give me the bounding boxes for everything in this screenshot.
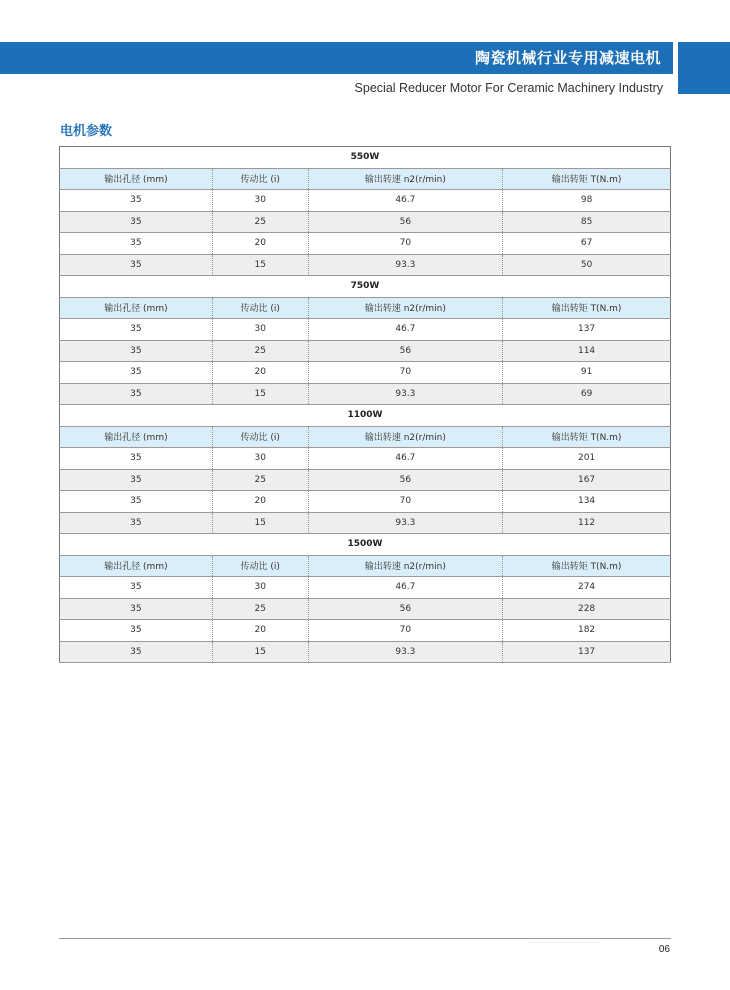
table-row (60, 469, 671, 491)
column-header: 输出转速 n2(r/min) (308, 426, 503, 448)
table-cell: 50 (503, 254, 671, 276)
table-cell: 35 (130, 367, 142, 378)
power-group-row (60, 147, 671, 169)
table-cell: 228 (503, 598, 671, 620)
table-cell: 56 (308, 211, 503, 233)
table-cell: 20 (212, 491, 308, 513)
table-cell: 70 (308, 620, 503, 642)
table-cell: 35 (60, 254, 213, 276)
table-cell: 35 (130, 238, 142, 249)
table-row (60, 577, 671, 599)
table-cell: 35 (130, 453, 142, 464)
column-header: 输出孔径 (mm) (60, 168, 213, 190)
table-cell: 25 (212, 469, 308, 491)
table-cell: 93.3 (308, 641, 503, 663)
table-cell: 56 (308, 469, 503, 491)
motor-spec-table (59, 146, 671, 663)
column-header: 输出转矩 T(N.m) (503, 168, 671, 190)
table-cell: 35 (130, 625, 142, 636)
table-cell: 35 (130, 496, 142, 507)
table-row (60, 641, 671, 663)
power-rating: 1500W (60, 534, 671, 556)
table-row (60, 362, 671, 384)
table-row (60, 512, 671, 534)
table-row (60, 319, 671, 341)
table-cell: 93.3 (308, 383, 503, 405)
table-cell: 35 (60, 469, 213, 491)
table-row (60, 233, 671, 255)
table-cell: 274 (503, 577, 671, 599)
table-cell: 46.7 (308, 319, 503, 341)
column-header-row (60, 555, 671, 577)
footer-watermark (530, 942, 600, 950)
header-accent-block (678, 42, 730, 94)
column-header-row (60, 297, 671, 319)
table-cell: 30 (212, 190, 308, 212)
table-cell: 56 (308, 340, 503, 362)
table-cell: 93.3 (308, 254, 503, 276)
power-group-row (60, 534, 671, 556)
table-cell: 91 (503, 362, 671, 384)
column-header: 输出转速 n2(r/min) (308, 555, 503, 577)
table-cell: 46.7 (308, 577, 503, 599)
table-cell: 35 (60, 598, 213, 620)
table-row (60, 491, 671, 513)
header-bar (0, 42, 673, 74)
table-cell: 70 (308, 362, 503, 384)
table-cell: 167 (503, 469, 671, 491)
table-cell: 15 (212, 512, 308, 534)
power-rating: 550W (60, 147, 671, 169)
table-cell: 112 (503, 512, 671, 534)
section-title: 电机参数 (60, 124, 113, 139)
table-cell: 201 (503, 448, 671, 470)
table-cell: 46.7 (308, 448, 503, 470)
table-cell: 35 (60, 641, 213, 663)
table-cell: 67 (503, 233, 671, 255)
footer-divider (59, 938, 671, 939)
table-cell: 93.3 (308, 512, 503, 534)
table-cell: 15 (212, 641, 308, 663)
table-cell: 35 (130, 582, 142, 593)
table-row (60, 340, 671, 362)
table-cell: 25 (212, 598, 308, 620)
table-row (60, 211, 671, 233)
power-group-row (60, 276, 671, 298)
table-cell: 20 (212, 233, 308, 255)
page-number: 06 (658, 944, 670, 955)
table-cell: 20 (212, 362, 308, 384)
column-header: 传动比 (i) (212, 426, 308, 448)
table-cell: 25 (212, 340, 308, 362)
table-cell: 85 (503, 211, 671, 233)
table-row (60, 598, 671, 620)
table-cell: 35 (60, 383, 213, 405)
column-header: 输出转矩 T(N.m) (503, 297, 671, 319)
table-cell: 20 (212, 620, 308, 642)
table-row (60, 254, 671, 276)
table-cell: 70 (308, 491, 503, 513)
table-cell: 137 (503, 641, 671, 663)
table-cell: 137 (503, 319, 671, 341)
column-header: 输出转速 n2(r/min) (308, 297, 503, 319)
table-cell: 25 (212, 211, 308, 233)
column-header: 传动比 (i) (212, 168, 308, 190)
table-cell: 70 (308, 233, 503, 255)
table-cell: 35 (60, 211, 213, 233)
table-cell: 35 (60, 340, 213, 362)
column-header: 输出孔径 (mm) (60, 426, 213, 448)
table-cell: 35 (60, 512, 213, 534)
column-header: 输出转矩 T(N.m) (503, 426, 671, 448)
table-cell: 30 (212, 319, 308, 341)
header-title: 陶瓷机械行业专用减速电机 (474, 49, 661, 67)
table-cell: 15 (212, 383, 308, 405)
table-cell: 35 (130, 324, 142, 335)
table-row (60, 448, 671, 470)
table-cell: 30 (212, 448, 308, 470)
table-cell: 56 (308, 598, 503, 620)
table-cell: 15 (212, 254, 308, 276)
table-cell: 182 (503, 620, 671, 642)
table-cell: 98 (503, 190, 671, 212)
table-row (60, 190, 671, 212)
column-header-row (60, 168, 671, 190)
table-cell: 114 (503, 340, 671, 362)
table-row (60, 620, 671, 642)
table-cell: 30 (212, 577, 308, 599)
table-cell: 46.7 (308, 190, 503, 212)
header-subtitle: Special Reducer Motor For Ceramic Machinery Industry (354, 81, 663, 95)
column-header: 输出转速 n2(r/min) (308, 168, 503, 190)
table-cell: 134 (503, 491, 671, 513)
power-rating: 750W (60, 276, 671, 298)
table-row (60, 383, 671, 405)
power-rating: 1100W (60, 405, 671, 427)
column-header: 输出转矩 T(N.m) (503, 555, 671, 577)
table-cell: 35 (130, 195, 142, 206)
column-header-row (60, 426, 671, 448)
column-header: 传动比 (i) (212, 297, 308, 319)
power-group-row (60, 405, 671, 427)
column-header: 传动比 (i) (212, 555, 308, 577)
column-header: 输出孔径 (mm) (60, 297, 213, 319)
column-header: 输出孔径 (mm) (60, 555, 213, 577)
table-cell: 69 (503, 383, 671, 405)
